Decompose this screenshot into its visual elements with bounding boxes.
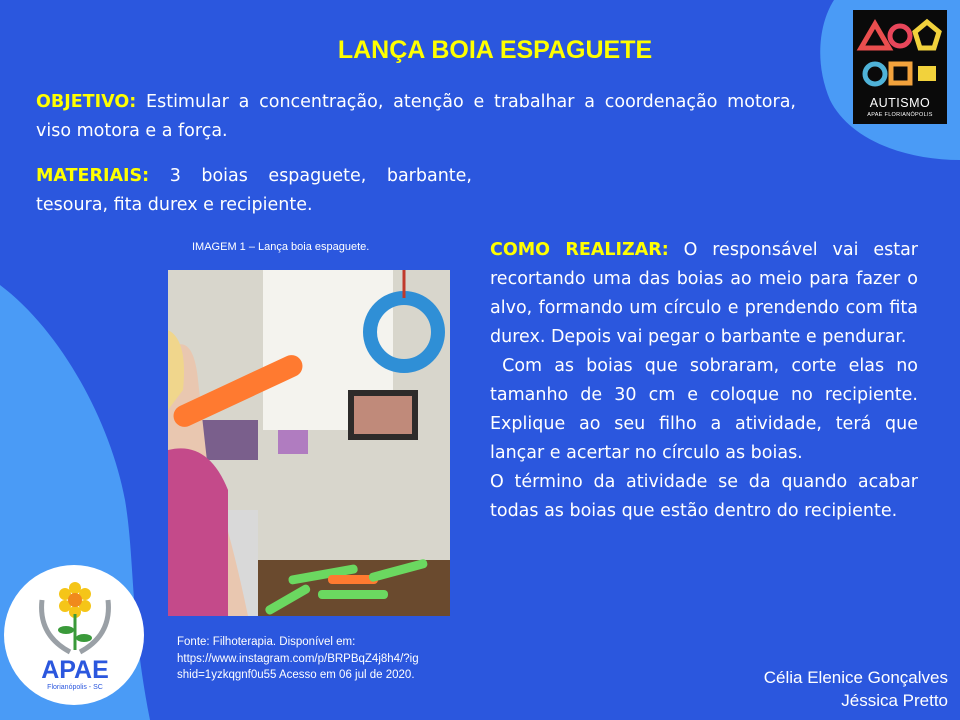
image-source [177, 634, 507, 684]
apae-logo-name: APAE [41, 656, 109, 684]
autismo-logo [853, 10, 947, 124]
objective-text: Estimular a concentração, atenção e trabalhar a coordenação motora, viso motora e a força. [36, 92, 796, 141]
activity-photo [168, 270, 450, 616]
page-title: LANÇA BOIA ESPAGUETE [337, 36, 653, 64]
image-caption: IMAGEM 1 – Lança boia espaguete. [192, 241, 370, 253]
authors [764, 666, 948, 712]
materials-text: 3 boias espaguete, barbante, tesoura, fita durex e recipiente. [36, 166, 472, 215]
how-to-paragraph-2: Com as boias que sobraram, corte elas no tamanho de 30 cm e coloque no recipiente. Explique ao seu filho a atividade, terá que lançar e acertar no círculo as boias. [490, 356, 924, 463]
how-to-text-1: O responsável vai estar recortando uma das boias ao meio para fazer o alvo, formando um círculo e prendendo com fita durex. Depois vai pegar o barbante e pendurar. [490, 240, 918, 347]
autismo-logo-sub: APAE FLORIANÓPOLIS [867, 112, 933, 118]
how-to-section [490, 236, 924, 526]
objective-paragraph [36, 88, 796, 146]
activity-photo-illustration [168, 270, 450, 616]
how-to-label: COMO REALIZAR: [490, 240, 669, 260]
how-to-paragraph-3: O término da atividade se da quando acabar todas as boias que estão dentro do recipiente. [490, 472, 918, 521]
autismo-logo-name: AUTISMO [869, 96, 931, 110]
source-line-3: shid=1yzkqgnf0u55 Acesso em 06 jul de 2020. [177, 669, 415, 681]
materials-paragraph [36, 162, 472, 220]
source-line-1: Fonte: Filhoterapia. Disponível em: [177, 636, 356, 648]
apae-flower-hands-icon [30, 580, 120, 660]
source-line-2: https://www.instagram.com/p/BRPBqZ4j8h4/?ig [177, 652, 419, 665]
objective-label: OBJETIVO: [36, 92, 137, 112]
how-to-paragraph-1 [490, 236, 918, 352]
materials-label: MATERIAIS: [36, 166, 150, 186]
author-1: Célia Elenice Gonçalves [763, 668, 948, 687]
apae-logo-sub: Florianópolis - SC [47, 684, 103, 691]
autismo-logo-shapes-icon [853, 10, 947, 96]
author-2: Jéssica Pretto [841, 691, 948, 710]
